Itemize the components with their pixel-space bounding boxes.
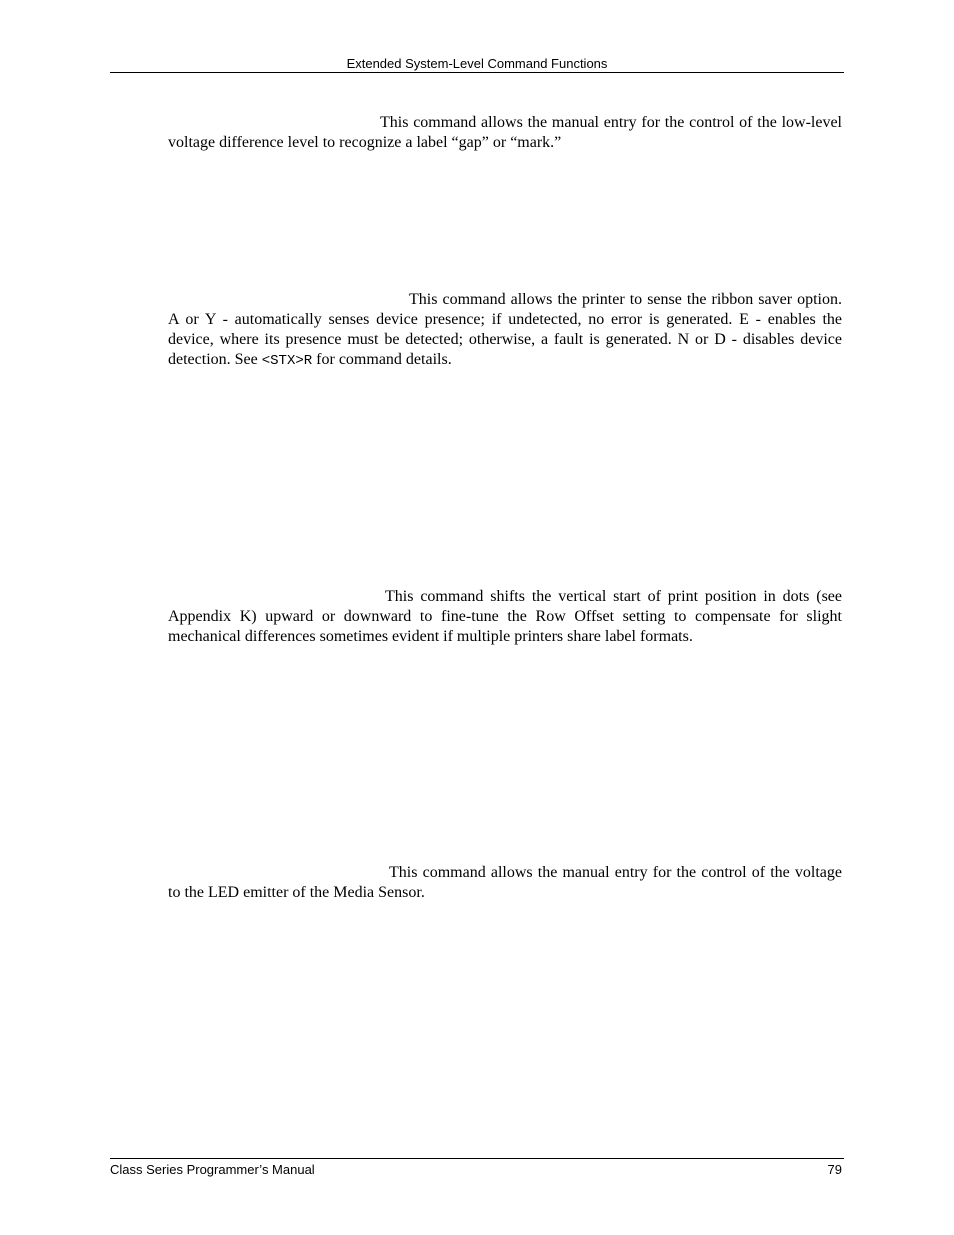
- header-title: Extended System-Level Command Functions: [346, 56, 608, 71]
- led-emitter-description: This command allows the manual entry for the control of the voltage to the LED emitter of the Media Sensor.: [168, 864, 842, 901]
- footer-rule: [110, 1158, 844, 1159]
- command-reference-code: <STX>R: [261, 353, 313, 369]
- row-adjust-description: This command shifts the vertical start of print position in dots (see Appendix K) upward or downward to fine-tune the Row Offset setting to compensate for slight mechanical differences sometimes evident if multiple printers share label formats.: [168, 588, 842, 645]
- page-number: 79: [827, 1162, 842, 1177]
- gap-threshold-description: This command allows the manual entry for the control of the low-level voltage difference level to recognize a label “gap” or “mark.”: [168, 114, 842, 151]
- header-rule: [110, 72, 844, 73]
- ribbon-saver-text: This command allows the printer to sense the ribbon saver option. A or Y - automatically senses device presence; if undetected, no error is generated. E - enables the device, where its presence must be detected; otherwise, a fault is generated. N or D - disables device detection. See: [168, 291, 842, 368]
- ribbon-saver-description: [168, 290, 842, 371]
- ribbon-saver-text-end: for command details.: [312, 351, 452, 368]
- footer-manual-title: Class Series Programmer’s Manual: [110, 1162, 315, 1177]
